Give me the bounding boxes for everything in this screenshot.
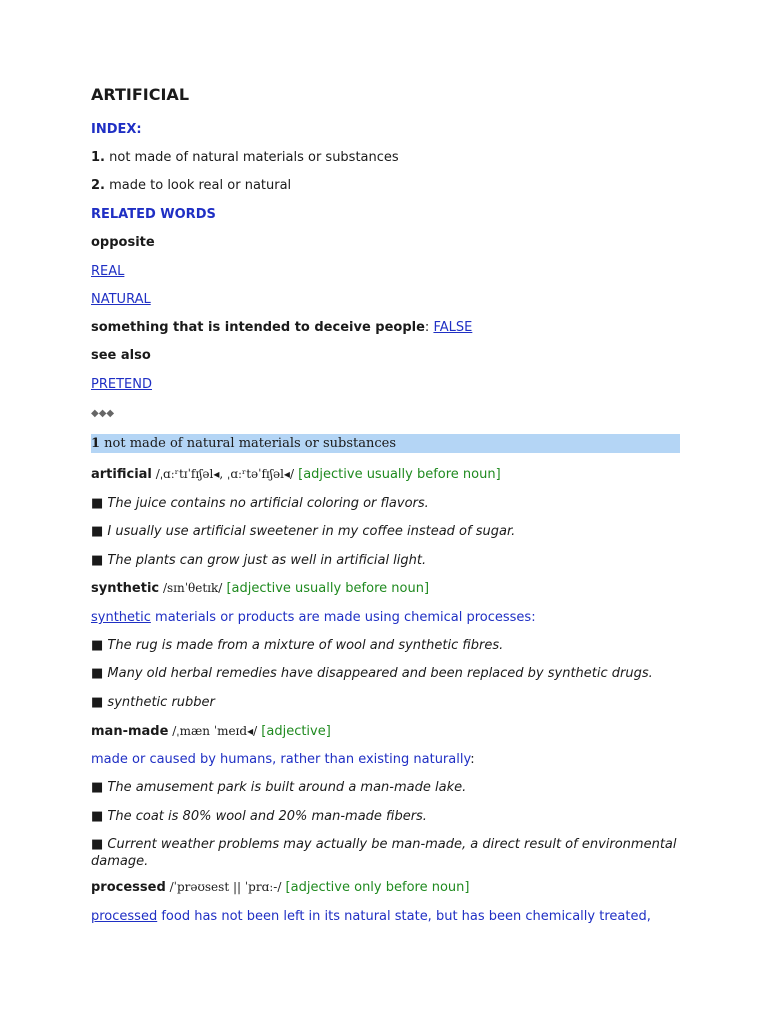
sense-number: 1 — [91, 436, 101, 451]
grammar-label: [adjective] — [257, 724, 331, 739]
bullet-icon: ■ — [91, 496, 108, 511]
definition — [91, 609, 536, 626]
link-real[interactable]: REAL — [91, 264, 125, 279]
definition — [91, 751, 475, 768]
deceive-label: something that is intended to deceive people — [91, 320, 425, 335]
headword-processed — [91, 879, 469, 896]
bullet-icon: ■ — [91, 666, 108, 681]
example-text: Many old herbal remedies have disappeared and been replaced by synthetic drugs. — [107, 666, 653, 681]
index-item-text: made to look real or natural — [109, 178, 292, 193]
link-processed[interactable]: processed — [91, 909, 158, 924]
example-text: The rug is made from a mixture of wool and synthetic fibres. — [107, 638, 504, 653]
bullet-icon: ■ — [91, 837, 108, 852]
bullet-icon: ■ — [91, 695, 108, 710]
bullet-icon: ■ — [91, 553, 108, 568]
example — [91, 552, 426, 569]
bullet-icon: ■ — [91, 780, 108, 795]
definition-colon: : — [470, 752, 475, 767]
link-synthetic[interactable]: synthetic — [91, 610, 151, 625]
pronunciation: /ˈprəʊsest || ˈprɑː-/ — [165, 880, 282, 894]
index-item-2 — [91, 177, 291, 194]
example-text: I usually use artificial sweetener in my coffee instead of sugar. — [107, 524, 516, 539]
headword-synthetic — [91, 580, 429, 597]
headword-man-made — [91, 723, 331, 740]
example-text: Current weather problems may actually be man-made, a direct result of environmental damage. — [91, 837, 677, 869]
definition — [91, 908, 651, 925]
example-text: The coat is 80% wool and 20% man-made fibers. — [107, 809, 427, 824]
pronunciation: /ˌmæn ˈmeɪd◂/ — [168, 724, 258, 738]
grammar-label: [adjective only before noun] — [281, 880, 470, 895]
related-words-heading: RELATED WORDS — [91, 207, 216, 222]
headword: processed — [91, 880, 166, 895]
headword: synthetic — [91, 581, 160, 596]
bullet-icon: ■ — [91, 638, 108, 653]
link-natural[interactable]: NATURAL — [91, 292, 151, 307]
index-heading: INDEX: — [91, 122, 142, 137]
example — [91, 665, 653, 682]
headword: artificial — [91, 467, 152, 482]
definition-text: materials or products are made using chemical processes: — [150, 610, 536, 625]
page-title: ARTIFICIAL — [91, 85, 190, 104]
opposite-label: opposite — [91, 235, 155, 250]
example-text: The plants can grow just as well in artificial light. — [107, 553, 427, 568]
example — [91, 836, 681, 870]
index-item-number: 2. — [91, 178, 105, 193]
index-item-number: 1. — [91, 150, 105, 165]
bullet-icon: ■ — [91, 809, 108, 824]
sense-text: not made of natural materials or substances — [100, 436, 396, 451]
example — [91, 495, 429, 512]
example — [91, 808, 427, 825]
example — [91, 523, 515, 540]
deceive-line — [91, 319, 472, 336]
grammar-label: [adjective usually before noun] — [293, 467, 501, 482]
pronunciation: /ˌɑːʳtɪˈfɪʃəl◂, ˌɑːʳtəˈfɪʃəl◂/ — [151, 467, 294, 481]
example-text: The juice contains no artificial coloring or flavors. — [107, 496, 429, 511]
bullet-icon: ■ — [91, 524, 108, 539]
example — [91, 694, 215, 711]
index-item-text: not made of natural materials or substances — [109, 150, 399, 165]
headword-artificial — [91, 466, 501, 483]
definition-text: made or caused by humans, rather than existing naturally — [91, 752, 471, 767]
index-item-1 — [91, 149, 399, 166]
grammar-label: [adjective usually before noun] — [222, 581, 430, 596]
example-text: synthetic rubber — [107, 695, 215, 710]
example — [91, 637, 503, 654]
definition-text: food has not been left in its natural state, but has been chemically treated, — [157, 909, 651, 924]
headword: man-made — [91, 724, 169, 739]
pronunciation: /sɪnˈθetɪk/ — [159, 581, 223, 595]
example-text: The amusement park is built around a man-made lake. — [107, 780, 467, 795]
link-false[interactable]: FALSE — [433, 320, 473, 335]
deceive-separator: : — [424, 320, 434, 335]
sense-heading-1 — [91, 434, 680, 453]
section-separator: ◆◆◆ — [91, 408, 115, 419]
example — [91, 779, 466, 796]
see-also-label: see also — [91, 348, 151, 363]
link-pretend[interactable]: PRETEND — [91, 377, 152, 392]
